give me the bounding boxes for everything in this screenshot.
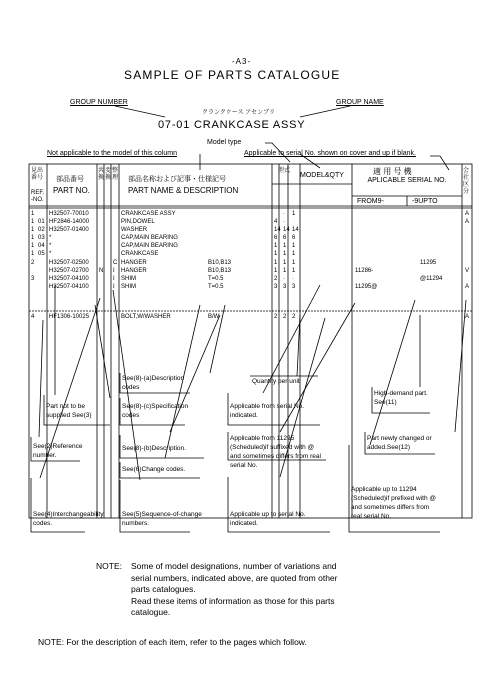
- cell-name: BOLT,W/WASHER: [121, 314, 171, 320]
- cell-part: *: [49, 243, 52, 249]
- header-col-b: 変換: [105, 168, 112, 181]
- cell-upto: @11294: [420, 276, 443, 282]
- cell-name: SHIM: [121, 276, 136, 282]
- cell-ref: 1: [31, 243, 35, 249]
- cell-ref: 1: [31, 251, 35, 257]
- cell-part: H32507-02700: [49, 268, 89, 274]
- cell-sub: 05: [38, 251, 45, 257]
- annotation-change-codes: See(6)Change codes.: [122, 466, 186, 473]
- header-name-en: PART NAME & DESCRIPTION: [128, 186, 239, 195]
- cell-spec: T=0.5: [208, 276, 224, 282]
- cell-part: H32507-01400: [49, 227, 89, 233]
- cell-spec: B10,B13: [208, 268, 232, 274]
- cell-ref: 2: [31, 260, 35, 266]
- header-part-no-jp: 部品番号: [56, 176, 84, 183]
- cell-name: CRANKCASE ASSY: [121, 211, 176, 217]
- page-number: -A3-: [232, 57, 252, 66]
- cell-q3: 1: [292, 243, 296, 249]
- cell-q1: 6: [274, 235, 278, 241]
- header-part-no-en: PART NO.: [53, 186, 90, 195]
- group-title: 07-01 CRANKCASE ASSY: [158, 119, 306, 131]
- cell-q3: ·: [292, 276, 294, 282]
- annotation-from-11295: Applicable from 11295 (Scheduled)if suffixed with @ and sometimes differs from real serial No.: [230, 435, 321, 469]
- cell-q2: 2: [283, 314, 287, 320]
- cell-spec: T=0.5: [208, 284, 224, 290]
- annotation-upto-serial: Applicable up to serial No. indicated.: [230, 511, 306, 527]
- note1-line: catalogue.: [131, 607, 171, 617]
- header-ref-en: REF. -NO.: [31, 190, 45, 203]
- cell-q1: 1: [274, 251, 278, 257]
- cell-from: 11295@: [355, 284, 378, 290]
- cell-q1: 1: [274, 260, 278, 266]
- cell-part: *: [49, 235, 52, 241]
- cell-sub: 01: [38, 219, 45, 225]
- cell-spec: B10,B13: [208, 260, 232, 266]
- cell-sub: 03: [38, 235, 45, 241]
- cell-name: PIN,DOWEL: [121, 219, 155, 225]
- model-type-label: Model type: [207, 139, 242, 146]
- cell-q3: 6: [292, 235, 296, 241]
- note1-body: [131, 561, 337, 619]
- header-model-qty: MODEL&QTY: [300, 172, 344, 179]
- cell-name: CRANKCASE: [121, 251, 159, 257]
- cell-name: CAP,MAIN BEARING: [121, 235, 178, 241]
- note1-line: Read these items of information as those for this parts: [131, 595, 335, 606]
- cell-upto: 11295: [420, 260, 437, 266]
- annotation-description: See(8)-(b)Description.: [122, 445, 186, 452]
- cell-part: H32507-70010: [49, 211, 89, 217]
- cell-q3: 1: [292, 260, 296, 266]
- cell-part: H32507-04100: [49, 276, 89, 282]
- header-model-jp: 型式: [278, 168, 291, 174]
- note1-line: serial numbers, indicated above, are quoted from other: [131, 572, 338, 583]
- cell-q2: 1: [283, 243, 287, 249]
- cell-q2: 1: [283, 268, 287, 274]
- annotation-interchangeability: See(4)Interchangeability codes.: [33, 511, 104, 527]
- group-number-label: GROUP NUMBER: [70, 99, 128, 106]
- cell-part: H32507-02500: [49, 260, 89, 266]
- cell-mark: A: [465, 314, 470, 320]
- cell-ref: 4: [31, 314, 35, 320]
- cell-q1: 14: [274, 227, 281, 233]
- cell-part: *: [49, 251, 52, 257]
- annotation-specification-codes: See(8)-(c)Specification codes: [122, 403, 189, 419]
- cell-q1: 2: [274, 314, 278, 320]
- cell-q3: 1: [292, 251, 296, 257]
- cell-q1: 2: [274, 276, 278, 282]
- header-ref-jp: 見出番号: [31, 168, 44, 181]
- cell-q2: ·: [283, 211, 285, 217]
- page-title: SAMPLE OF PARTS CATALOGUE: [124, 68, 341, 82]
- cell-name: HANGER: [121, 268, 147, 274]
- header-apl-jp: 適 用 号 機: [373, 167, 412, 176]
- group-kana: クランクケース アセンブリ: [202, 110, 275, 116]
- annotation-newly-changed: Part newly changed or added.See(12): [367, 435, 432, 451]
- cell-sc: C: [113, 260, 118, 266]
- cell-sc: I: [113, 276, 115, 282]
- cell-sub: 02: [38, 227, 45, 233]
- cell-sc: I: [113, 268, 115, 274]
- cell-q3: 14: [292, 227, 299, 233]
- cell-q2: 1: [283, 260, 287, 266]
- cell-q1: 4: [274, 219, 278, 225]
- cell-mark: A: [465, 219, 470, 225]
- cell-ref: 3: [31, 276, 35, 282]
- cell-ref: 1: [31, 235, 35, 241]
- cell-spec: B/W: [208, 314, 220, 320]
- cell-part: HF2846-14000: [49, 219, 90, 225]
- annotation-high-demand: High-demand part. See(11): [374, 390, 428, 406]
- cell-ref: 1: [31, 219, 35, 225]
- cell-q2: 3: [283, 284, 287, 290]
- cell-q3: 2: [292, 314, 296, 320]
- cell-ref: 1: [31, 227, 35, 233]
- note2: NOTE: For the description of each item, refer to the pages which follow.: [38, 637, 307, 647]
- cell-name: SHIM: [121, 284, 136, 290]
- cell-q2: ·: [283, 276, 285, 282]
- group-name-label: GROUP NAME: [336, 99, 384, 106]
- cell-mark: A: [465, 211, 470, 217]
- header-apl-en: APLICABLE SERIAL NO.: [367, 177, 447, 184]
- header-from: FROM9-: [357, 198, 384, 205]
- applicable-serial-label: Applicable to serial No. shown on cover and up if blank.: [244, 150, 416, 157]
- cell-q1: 1: [274, 268, 278, 274]
- cell-q2: ·: [283, 219, 285, 225]
- cell-ic: N: [99, 268, 104, 274]
- header-upto: -9UPTO: [412, 198, 438, 205]
- cell-ref: 1: [31, 211, 35, 217]
- header-col-c: 整理: [112, 168, 119, 181]
- cell-name: HANGER: [121, 260, 147, 266]
- annotation-sequence: See(5)Sequence-of-change numbers.: [122, 511, 202, 527]
- cell-mark: A: [465, 284, 470, 290]
- annotation-reference: See(2)Reference number.: [33, 443, 83, 459]
- annotation-quantity-per-unit: Quantity per unit: [252, 378, 300, 385]
- cell-q3: 1: [292, 268, 296, 274]
- cell-sc: I: [113, 284, 115, 290]
- header-right-col: 会社区分: [463, 168, 470, 195]
- cell-q2: 1: [283, 251, 287, 257]
- cell-q1: 3: [274, 284, 278, 290]
- cell-name: CAP,MAIN BEARING: [121, 243, 178, 249]
- cell-sub: 04: [38, 243, 45, 249]
- cell-name: WASHER: [121, 227, 148, 233]
- note1-label: NOTE:: [96, 561, 122, 571]
- cell-q3: 1: [292, 211, 296, 217]
- cell-from: 11286-: [355, 268, 374, 274]
- header-col-a: 共換: [98, 168, 105, 181]
- header-name-jp: 部品名称および記事・仕様記号: [128, 176, 226, 183]
- cell-q2: 6: [283, 235, 287, 241]
- cell-part: HF1306-10025: [49, 314, 90, 320]
- note1-line: Some of model designations, number of variations and: [131, 561, 337, 571]
- cell-q1: 1: [274, 243, 278, 249]
- annotation-description-codes: See(8)-(a)Description codes: [122, 375, 185, 391]
- cell-mark: V: [465, 268, 470, 274]
- not-applicable-label: Not applicable to the model of this column: [47, 150, 177, 157]
- annotation-not-supplied: Part not to be supplied See(3): [46, 403, 92, 419]
- cell-q3: 3: [292, 284, 296, 290]
- note1-line: parts catalogues.: [131, 584, 196, 594]
- annotation-upto-11294: Applicable up to 11294 (Scheduled)if prefixed with @ and sometimes differs from real serial No.: [351, 486, 436, 520]
- annotation-applicable-from: Applicable from serial No. indicated.: [230, 403, 305, 419]
- cell-part: H32507-04100: [49, 284, 89, 290]
- cell-q2: 14: [283, 227, 290, 233]
